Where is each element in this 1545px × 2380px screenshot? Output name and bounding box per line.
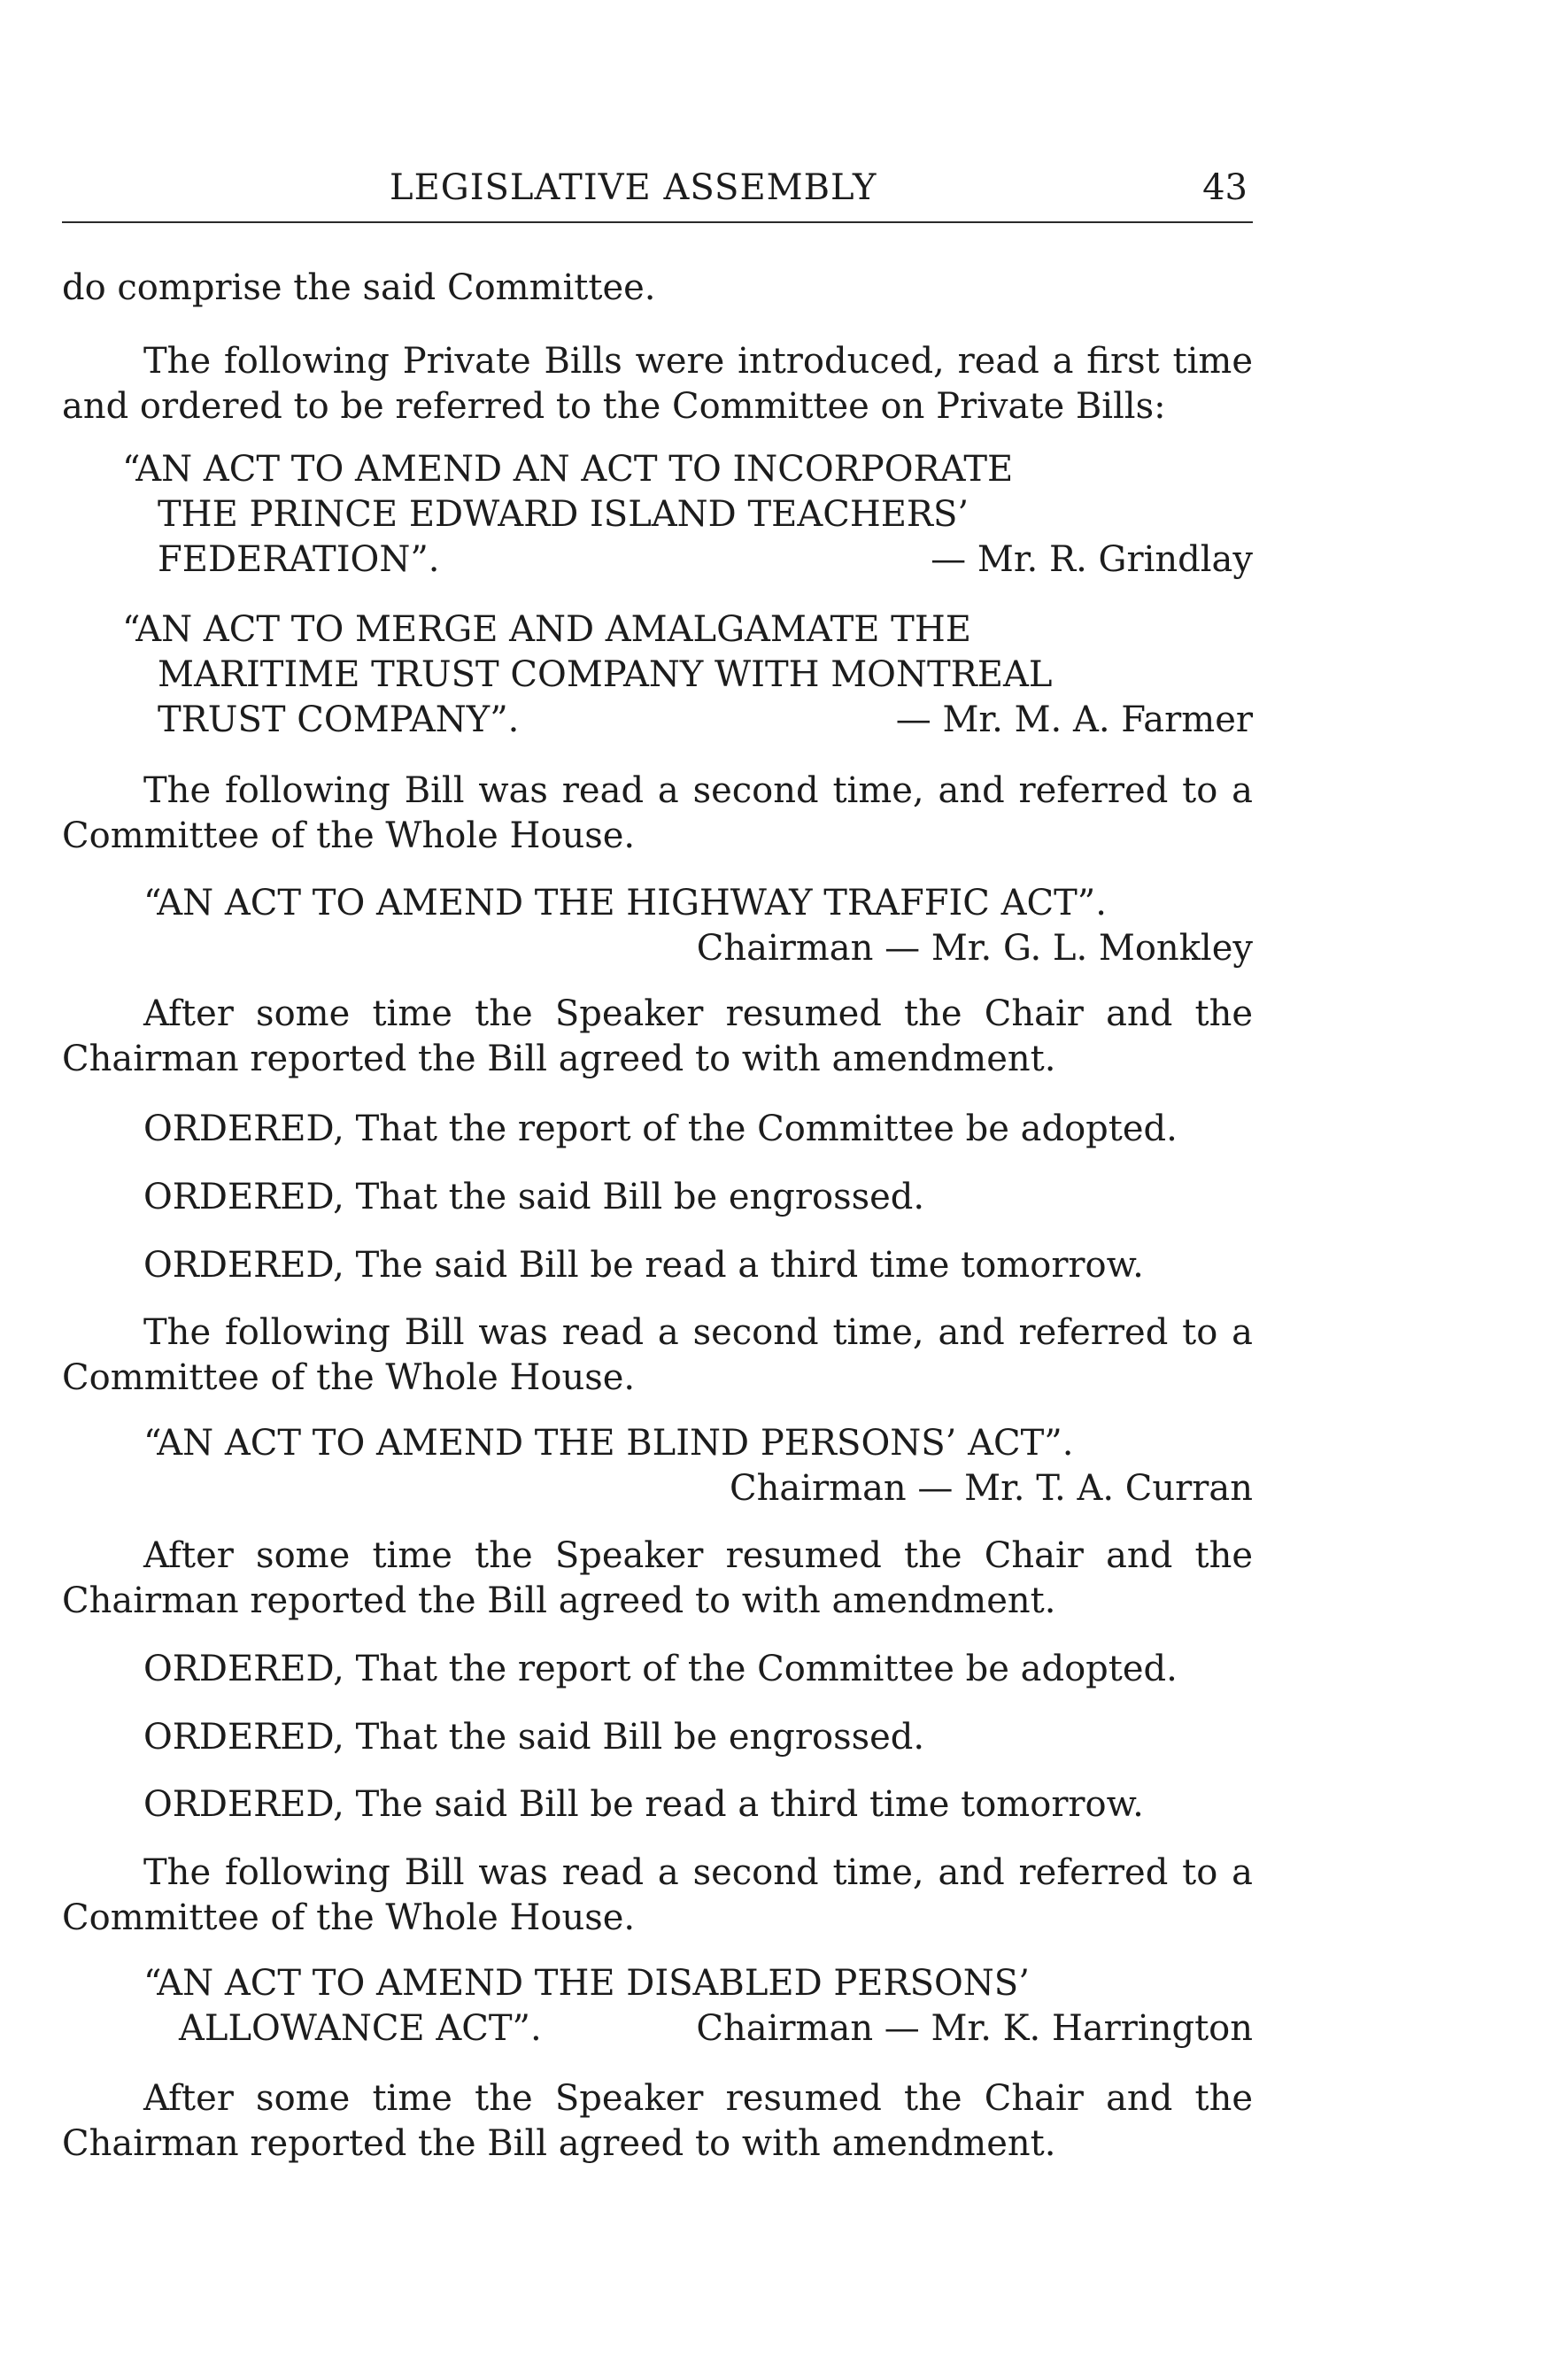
order-third-reading-1: [62, 1243, 1253, 1288]
paragraph-second-reading-1: [62, 769, 1253, 859]
bill-entry-disabled-persons: [62, 1961, 1253, 2052]
order-report-adopted-2: [62, 1647, 1253, 1692]
bill-title-line: ALLOWANCE ACT”.: [179, 2008, 542, 2049]
bill-entry-blind-persons: [62, 1421, 1253, 1511]
paragraph-text: After some time the Speaker resumed the Chair and the Chairman reported the Bill agreed to with amendment.: [62, 2078, 1253, 2164]
order-text: ORDERED, That the report of the Committee be adopted.: [143, 1109, 1178, 1149]
header-rule: [62, 221, 1253, 223]
paragraph-text: The following Private Bills were introduced, read a first time and ordered to be referred to the Committee on Private Bills:: [62, 341, 1253, 427]
paragraph-committee-report-2: [62, 1534, 1253, 1624]
bill-title-line: MARITIME TRUST COMPANY WITH MONTREAL: [158, 654, 1053, 695]
order-text: ORDERED, That the said Bill be engrossed.: [143, 1177, 925, 1217]
order-third-reading-2: [62, 1782, 1253, 1828]
paragraph-committee-report-3: [62, 2076, 1253, 2167]
page-number: 43: [1202, 167, 1248, 208]
paragraph-private-bills-intro: [62, 339, 1253, 429]
bill-chairman: Chairman — Mr. T. A. Curran: [730, 1468, 1253, 1509]
bill-title-line: “AN ACT TO AMEND AN ACT TO INCORPORATE: [122, 449, 1014, 490]
order-text: ORDERED, The said Bill be read a third time tomorrow.: [143, 1784, 1144, 1825]
bill-title: “AN ACT TO AMEND THE HIGHWAY TRAFFIC ACT”.: [143, 883, 1107, 923]
bill-title-line: “AN ACT TO MERGE AND AMALGAMATE THE: [122, 609, 971, 650]
paragraph-text: After some time the Speaker resumed the Chair and the Chairman reported the Bill agreed to with amendment.: [62, 993, 1253, 1079]
paragraph-text: The following Bill was read a second time, and referred to a Committee of the Whole House.: [62, 1312, 1253, 1398]
bill-chairman: Chairman — Mr. G. L. Monkley: [696, 928, 1253, 969]
paragraph-continuation: [62, 266, 1253, 311]
paragraph-second-reading-2: [62, 1310, 1253, 1401]
paragraph-second-reading-3: [62, 1851, 1253, 1941]
bill-entry-highway-traffic: [62, 881, 1253, 971]
paragraph-text: The following Bill was read a second time, and referred to a Committee of the Whole House.: [62, 770, 1253, 856]
bill-title-line: TRUST COMPANY”.: [158, 699, 520, 740]
order-engrossed-1: [62, 1175, 1253, 1220]
paragraph-text: do comprise the said Committee.: [62, 267, 656, 308]
bill-title-line: “AN ACT TO AMEND THE DISABLED PERSONS’: [143, 1963, 1030, 2004]
paragraph-text: The following Bill was read a second time, and referred to a Committee of the Whole House.: [62, 1852, 1253, 1938]
paragraph-committee-report-1: [62, 992, 1253, 1082]
bill-title-line: FEDERATION”.: [158, 539, 440, 580]
order-text: ORDERED, The said Bill be read a third time tomorrow.: [143, 1245, 1144, 1286]
bill-mover: — Mr. R. Grindlay: [931, 539, 1253, 580]
bill-chairman: Chairman — Mr. K. Harrington: [696, 2008, 1253, 2049]
order-engrossed-2: [62, 1715, 1253, 1760]
bill-entry-teachers-federation: [62, 447, 1253, 583]
bill-title-line: THE PRINCE EDWARD ISLAND TEACHERS’: [158, 494, 969, 535]
bill-title: “AN ACT TO AMEND THE BLIND PERSONS’ ACT”.: [143, 1423, 1074, 1464]
page-header: [62, 155, 1253, 208]
bill-mover: — Mr. M. A. Farmer: [895, 699, 1253, 740]
order-report-adopted-1: [62, 1107, 1253, 1152]
bill-entry-maritime-trust: [62, 607, 1253, 743]
paragraph-text: After some time the Speaker resumed the Chair and the Chairman reported the Bill agreed to with amendment.: [62, 1535, 1253, 1621]
order-text: ORDERED, That the said Bill be engrossed.: [143, 1717, 925, 1758]
order-text: ORDERED, That the report of the Committee be adopted.: [143, 1649, 1178, 1689]
running-title: LEGISLATIVE ASSEMBLY: [390, 167, 877, 208]
